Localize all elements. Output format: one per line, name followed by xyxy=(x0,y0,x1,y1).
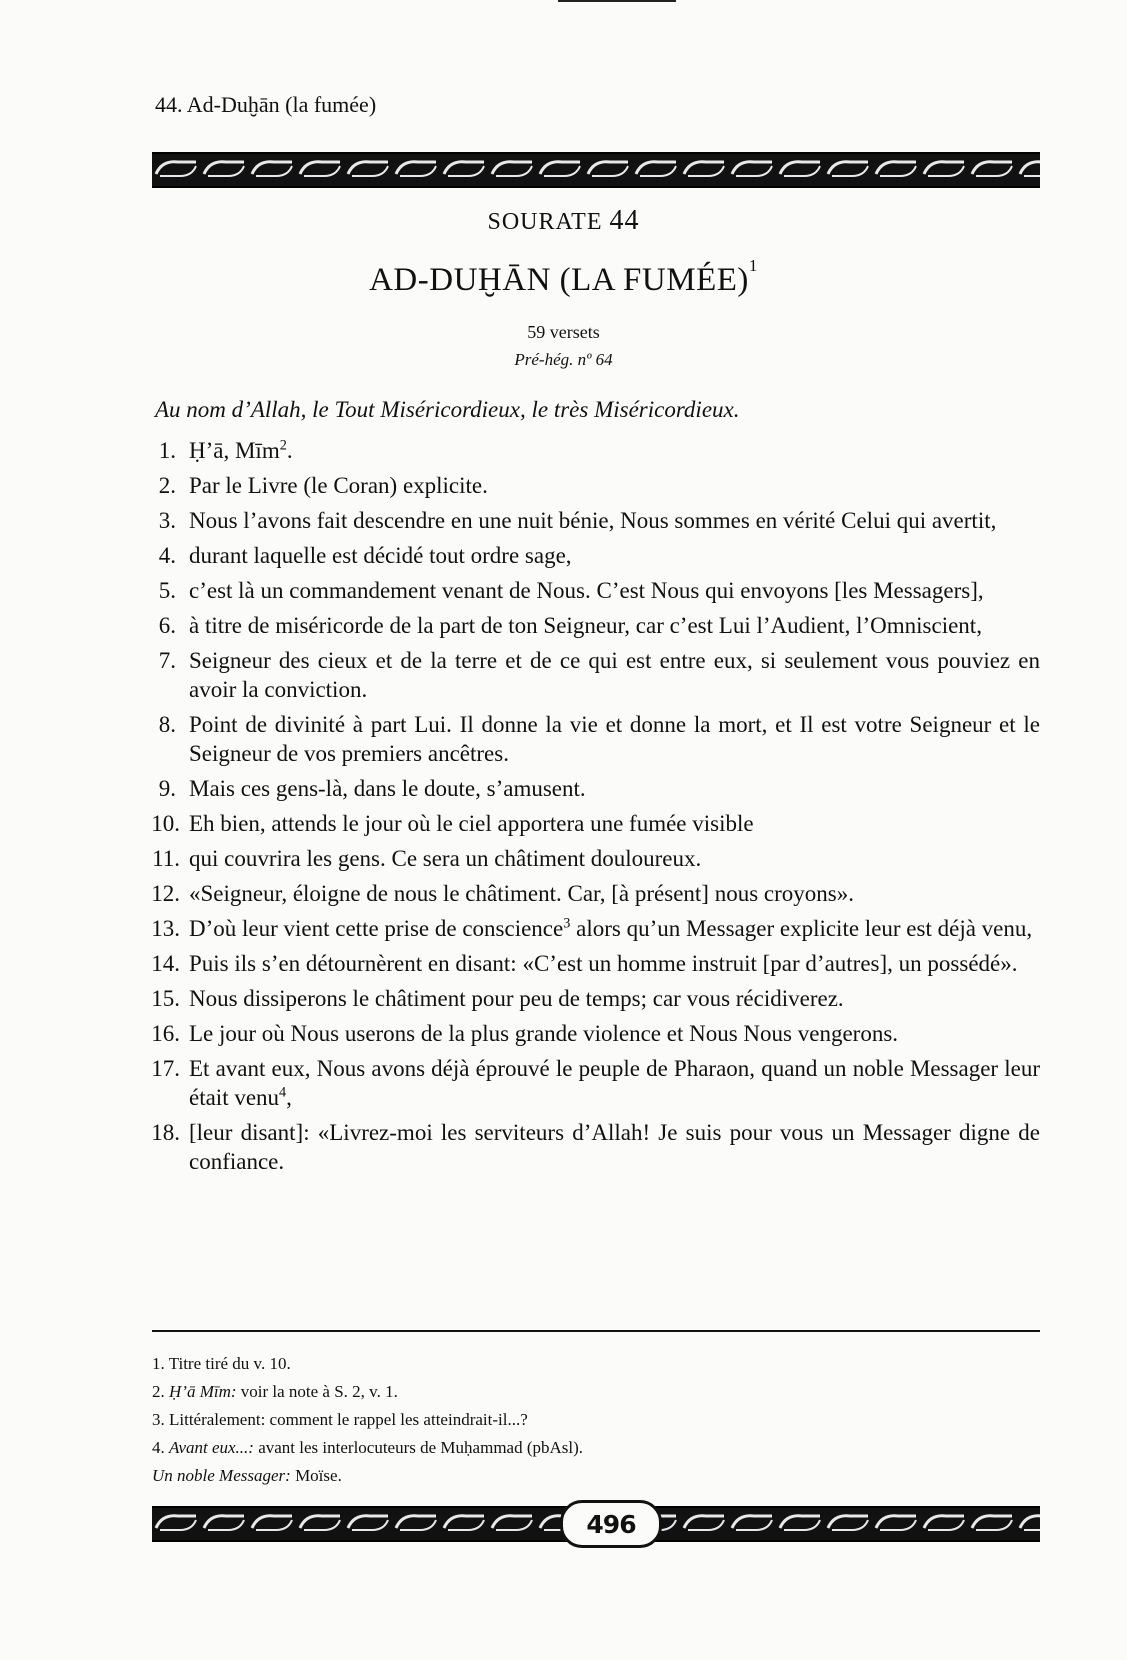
footnote-number: 3. xyxy=(152,1410,165,1429)
verse-text: Nous l’avons fait descendre en une nuit bénie, Nous sommes en vérité Celui qui avertit, xyxy=(189,508,997,533)
verse-text: Point de divinité à part Lui. Il donne la vie et donne la mort, et Il est votre Seigneur et le Seigneur de vos premiers ancêtres. xyxy=(189,712,1040,766)
verse-text: Le jour où Nous userons de la plus grande violence et Nous Nous vengerons. xyxy=(189,1021,899,1046)
verse-text-continued: . xyxy=(286,438,293,463)
verse-item xyxy=(146,506,1040,535)
verse-text: Par le Livre (le Coran) explicite. xyxy=(189,473,488,498)
verse-number: 14. xyxy=(151,951,180,976)
verse-text-continued: alors qu’un Messager explicite leur est déjà venu, xyxy=(570,916,1033,941)
verse-number: 9. xyxy=(158,776,176,801)
footnote-ref: 2 xyxy=(279,437,287,454)
footnote-number: 4. xyxy=(152,1438,165,1457)
verse-text: Eh bien, attends le jour où le ciel apportera une fumée visible xyxy=(189,811,754,836)
footnote-number: 2. xyxy=(152,1382,165,1401)
verse-text: D’où leur vient cette prise de conscience xyxy=(189,916,564,941)
verse-number: 6. xyxy=(158,613,176,638)
footnote-lemma: Avant eux...: xyxy=(169,1438,254,1457)
verse-item xyxy=(146,914,1040,943)
footnote-text: Littéralement: comment le rappel les atteindrait-il...? xyxy=(169,1410,528,1429)
verse-item xyxy=(146,1019,1040,1048)
verse-number: 5. xyxy=(158,578,176,603)
verse-item xyxy=(146,436,1040,465)
verse-item xyxy=(146,1054,1040,1112)
page-title xyxy=(0,256,1127,299)
verse-text: Puis ils s’en détournèrent en disant: «C’est un homme instruit [par d’autres], un possédé». xyxy=(189,951,1018,976)
verse-text: c’est là un commandement venant de Nous. C’est Nous qui envoyons [les Messagers], xyxy=(189,578,984,603)
verse-number: 18. xyxy=(151,1120,180,1145)
page-number: 496 xyxy=(586,1509,636,1539)
chain-ornament-icon xyxy=(152,154,1040,182)
ornamental-band-top xyxy=(152,152,1040,188)
verse-number: 13. xyxy=(151,916,180,941)
footnote-ref: 4 xyxy=(279,1084,287,1101)
verse-text: qui couvrira les gens. Ce sera un châtiment douloureux. xyxy=(189,846,702,871)
footnote-rule xyxy=(152,1330,1040,1332)
verse-number: 8. xyxy=(158,712,176,737)
verse-number: 15. xyxy=(151,986,180,1011)
verse-text-continued: , xyxy=(286,1085,292,1110)
verse-number: 10. xyxy=(151,811,180,836)
verse-text: durant laquelle est décidé tout ordre sage, xyxy=(189,543,572,568)
footnote xyxy=(152,1462,1040,1490)
verse-text: [leur disant]: «Livrez-moi les serviteurs d’Allah! Je suis pour vous un Messager digne de confiance. xyxy=(189,1120,1040,1174)
verse-text: à titre de miséricorde de la part de ton Seigneur, car c’est Lui l’Audient, l’Omniscient, xyxy=(189,613,982,638)
verse-item xyxy=(146,1118,1040,1176)
footnote-text: Moïse. xyxy=(290,1466,342,1485)
footnote-lemma: Ḥ’ā Mīm: xyxy=(169,1382,237,1401)
verse-number: 12. xyxy=(151,881,180,906)
verse-number: 4. xyxy=(158,543,176,568)
footnote xyxy=(152,1406,1040,1434)
verse-item xyxy=(146,611,1040,640)
footnote-lemma: Un noble Messager: xyxy=(152,1466,291,1485)
verse-text: «Seigneur, éloigne de nous le châtiment. Car, [à présent] nous croyons». xyxy=(189,881,854,906)
verse-item xyxy=(146,541,1040,570)
verse-text: Nous dissiperons le châtiment pour peu de temps; car vous récidiverez. xyxy=(189,986,844,1011)
verse-item xyxy=(146,809,1040,838)
verse-list xyxy=(146,436,1040,1182)
running-head: 44. Ad-Duḫān (la fumée) xyxy=(155,92,377,117)
verse-number: 11. xyxy=(152,846,180,871)
footnote-ref: 3 xyxy=(563,915,571,932)
verse-count: 59 versets xyxy=(527,322,600,342)
verse-number: 7. xyxy=(158,648,176,673)
revelation-order: Pré-hég. nº 64 xyxy=(514,350,613,369)
verse-text: Et avant eux, Nous avons déjà éprouvé le peuple de Pharaon, quand un noble Messager leur était venu xyxy=(189,1056,1040,1110)
verse-number: 16. xyxy=(151,1021,180,1046)
verse-number: 2. xyxy=(158,473,176,498)
verse-text: Seigneur des cieux et de la terre et de ce qui est entre eux, si seulement vous pouviez en avoir la conviction. xyxy=(189,648,1040,702)
verse-number: 1. xyxy=(158,438,176,463)
verse-item xyxy=(146,844,1040,873)
footnote-text: avant les interlocuteurs de Muḥammad (pbAsl). xyxy=(253,1438,584,1457)
footnote xyxy=(152,1434,1040,1462)
footnote-text: voir la note à S. 2, v. 1. xyxy=(236,1382,398,1401)
verse-item xyxy=(146,710,1040,768)
verse-item xyxy=(146,646,1040,704)
verse-text: Mais ces gens-là, dans le doute, s’amusent. xyxy=(189,776,586,801)
verse-text: Ḥ’ā, Mīm xyxy=(189,438,280,463)
footnote-text: Titre tiré du v. 10. xyxy=(168,1354,291,1373)
verse-item xyxy=(146,984,1040,1013)
surah-label-word: SOURATE xyxy=(487,209,603,235)
verse-item xyxy=(146,774,1040,803)
footnote xyxy=(152,1350,1040,1378)
surah-label xyxy=(0,205,1127,237)
title-note-ref: 1 xyxy=(748,256,758,275)
verse-item xyxy=(146,949,1040,978)
verse-item xyxy=(146,471,1040,500)
footnotes xyxy=(152,1350,1040,1490)
verse-item xyxy=(146,576,1040,605)
verse-item xyxy=(146,879,1040,908)
title-text: AD-DUḪĀN (LA FUMÉE) xyxy=(369,262,749,298)
verse-number: 3. xyxy=(158,508,176,533)
footnote-number: 1. xyxy=(152,1354,165,1373)
verse-number: 17. xyxy=(151,1056,180,1081)
basmala: Au nom d’Allah, le Tout Miséricordieux, le très Miséricordieux. xyxy=(155,397,740,422)
footnote xyxy=(152,1378,1040,1406)
page-number-badge xyxy=(560,1500,662,1548)
surah-number: 44 xyxy=(609,205,640,236)
top-rule xyxy=(558,0,676,2)
